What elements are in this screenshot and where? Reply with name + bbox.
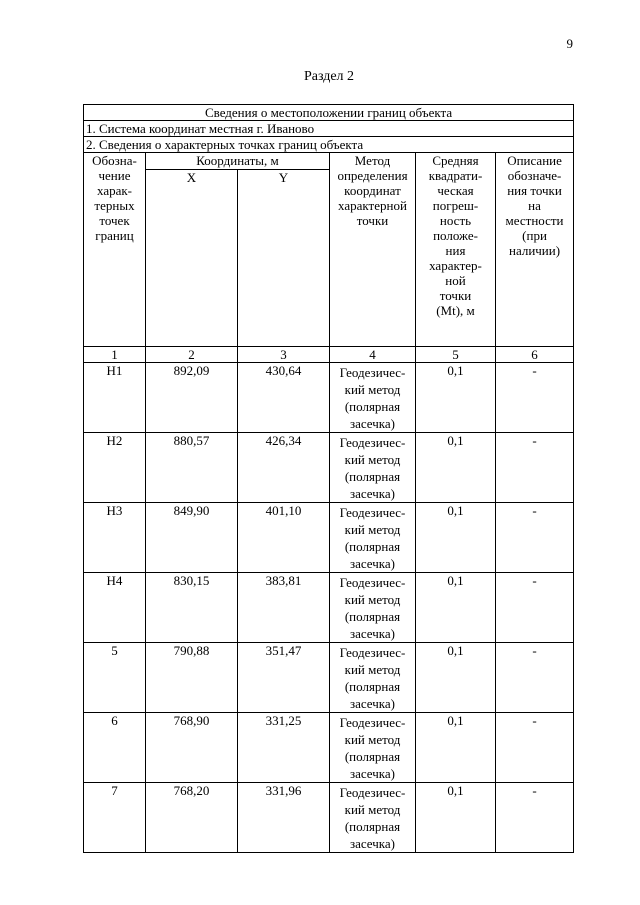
cell-description: - [496, 433, 574, 503]
table-row [84, 573, 574, 643]
cell-y: 401,10 [238, 503, 330, 573]
cell-description: - [496, 783, 574, 853]
cell-method: Геодезичес- кий метод (полярная засечка) [330, 713, 416, 783]
column-numbers-row [84, 347, 574, 363]
column-number: 2 [146, 347, 238, 363]
cell-method: Геодезичес- кий метод (полярная засечка) [330, 433, 416, 503]
column-number: 6 [496, 347, 574, 363]
cell-method: Геодезичес- кий метод (полярная засечка) [330, 503, 416, 573]
cell-point: Н2 [84, 433, 146, 503]
cell-x: 768,20 [146, 783, 238, 853]
column-number: 1 [84, 347, 146, 363]
table-row [84, 363, 574, 433]
cell-error: 0,1 [416, 573, 496, 643]
cell-description: - [496, 363, 574, 433]
cell-error: 0,1 [416, 363, 496, 433]
cell-x: 849,90 [146, 503, 238, 573]
header-description: Описание обозначе- ния точки на местности (при наличии) [496, 153, 574, 347]
header-coordinates: Координаты, м [146, 153, 330, 170]
cell-x: 880,57 [146, 433, 238, 503]
cell-point: Н4 [84, 573, 146, 643]
section-title: Раздел 2 [303, 69, 355, 84]
cell-y: 331,96 [238, 783, 330, 853]
table-row [84, 643, 574, 713]
cell-point: 7 [84, 783, 146, 853]
cell-error: 0,1 [416, 713, 496, 783]
cell-y: 426,34 [238, 433, 330, 503]
header-method: Метод определения координат характерной точки [330, 153, 416, 347]
header-error: Средняя квадрати- ческая погреш- ность положе- ния характер- ной точки (Mt), м [416, 153, 496, 347]
column-number: 3 [238, 347, 330, 363]
cell-x: 830,15 [146, 573, 238, 643]
cell-point: 6 [84, 713, 146, 783]
column-number: 4 [330, 347, 416, 363]
table-row [84, 433, 574, 503]
cell-y: 331,25 [238, 713, 330, 783]
header-row-upper [84, 153, 574, 170]
table-row [84, 503, 574, 573]
cell-error: 0,1 [416, 783, 496, 853]
points-info-row [84, 137, 574, 153]
table-caption: Сведения о местоположении границ объекта [84, 105, 574, 121]
cell-y: 383,81 [238, 573, 330, 643]
cell-description: - [496, 503, 574, 573]
table-caption-row [84, 105, 574, 121]
cell-description: - [496, 573, 574, 643]
cell-method: Геодезичес- кий метод (полярная засечка) [330, 573, 416, 643]
points-info-line: 2. Сведения о характерных точках границ объекта [84, 137, 574, 153]
cell-method: Геодезичес- кий метод (полярная засечка) [330, 363, 416, 433]
boundary-points-table [83, 104, 574, 853]
cell-method: Геодезичес- кий метод (полярная засечка) [330, 643, 416, 713]
column-number: 5 [416, 347, 496, 363]
cell-description: - [496, 713, 574, 783]
cell-point: Н3 [84, 503, 146, 573]
header-y: Y [238, 170, 330, 347]
header-x: X [146, 170, 238, 347]
cell-error: 0,1 [416, 503, 496, 573]
cell-description: - [496, 643, 574, 713]
header-designation: Обозна- чение харак- терных точек границ [84, 153, 146, 347]
cell-error: 0,1 [416, 433, 496, 503]
table-row [84, 713, 574, 783]
cell-x: 790,88 [146, 643, 238, 713]
cell-error: 0,1 [416, 643, 496, 713]
cell-point: 5 [84, 643, 146, 713]
table-row [84, 783, 574, 853]
page-number: 9 [566, 36, 573, 51]
coordinate-system-row [84, 121, 574, 137]
cell-point: Н1 [84, 363, 146, 433]
cell-y: 351,47 [238, 643, 330, 713]
cell-y: 430,64 [238, 363, 330, 433]
cell-x: 892,09 [146, 363, 238, 433]
coordinate-system-line: 1. Система координат местная г. Иваново [84, 121, 574, 137]
cell-x: 768,90 [146, 713, 238, 783]
cell-method: Геодезичес- кий метод (полярная засечка) [330, 783, 416, 853]
